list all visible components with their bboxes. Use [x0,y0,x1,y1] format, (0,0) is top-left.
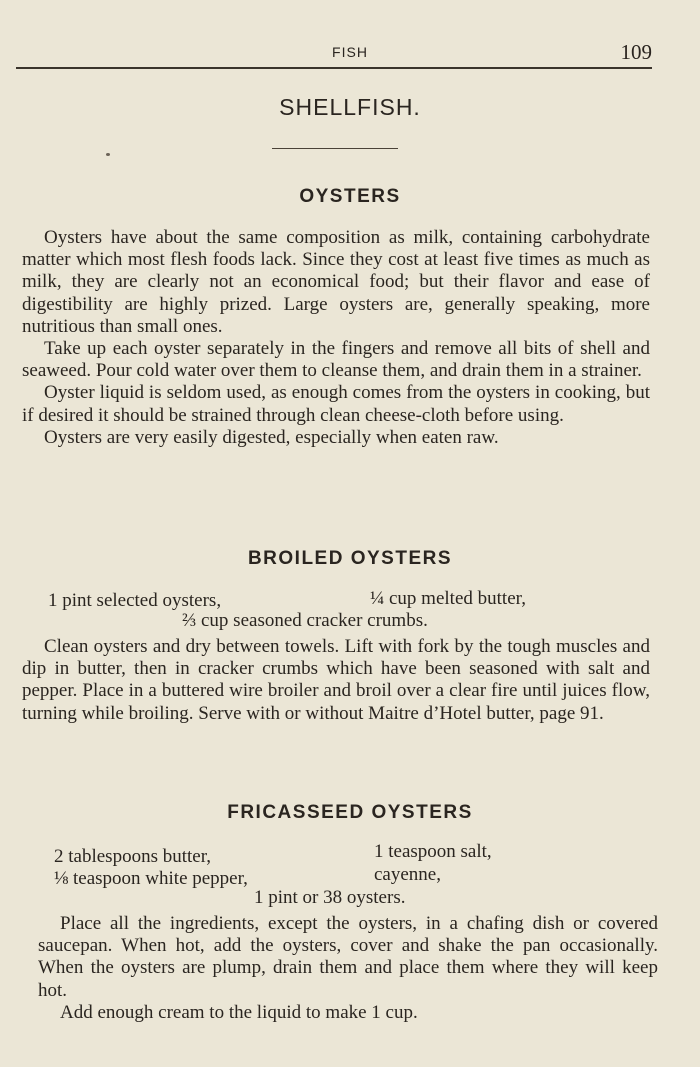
ingredient-item: ⅛ teaspoon white pepper, [54,868,248,889]
section-title: SHELLFISH. [279,94,421,120]
oysters-paragraph: Take up each oyster separately in the fingers and remove all bits of shell and seaweed. Pour cold water over them to cleanse them, and drain them in a strainer. [22,338,650,382]
oysters-heading: OYSTERS [299,186,401,207]
page-number: 109 [620,40,652,64]
broiled-paragraph: Clean oysters and dry between towels. Lift with fork by the tough muscles and dip in butter, then in cracker crumbs which have been seasoned with salt and pepper. Place in a buttered wire broiler and broil over a clear fire until juices flow, turning while broiling. Serve with or without Maitre d’Hotel butter, page 91. [22,636,650,724]
oysters-text [22,227,650,449]
ingredient-item: 1 pint or 38 oysters. [254,887,406,908]
fricasseed-oysters-heading: FRICASSEED OYSTERS [227,802,473,823]
ink-speck [106,153,110,156]
ingredient-item: ⅔ cup seasoned cracker crumbs. [182,610,428,631]
ingredient-item: 1 pint selected oysters, [48,590,222,611]
section-divider [272,148,398,149]
running-head [0,40,700,64]
broiled-oysters-heading: BROILED OYSTERS [247,548,453,569]
fricasseed-oysters-text [38,913,658,1024]
running-head-title: FISH [332,44,368,60]
oysters-paragraph: Oysters have about the same composition as milk, containing carbohydrate matter which most flesh foods lack. Since they cost at least five times as much as milk, they are clearly not an economical food; but their flavor and ease of digestibility are highly prized. Large oysters are, generally speaking, more nutritious than small ones. [22,227,650,337]
ingredient-item: 1 teaspoon salt, [374,841,492,862]
oysters-paragraph: Oyster liquid is seldom used, as enough comes from the oysters in cooking, but if desired it should be strained through clean cheese-cloth before using. [22,382,650,426]
oysters-paragraph: Oysters are very easily digested, especially when eaten raw. [44,426,499,448]
header-rule [16,67,652,69]
broiled-oysters-text [22,636,650,725]
fricasseed-paragraph: Add enough cream to the liquid to make 1 cup. [60,1001,418,1023]
ingredient-item: 2 tablespoons butter, [54,846,212,867]
ingredient-item: cayenne, [374,864,441,885]
fricasseed-paragraph: Place all the ingredients, except the oysters, in a chafing dish or covered saucepan. When hot, add the oysters, cover and shake the pan occasionally. When the oysters are plump, drain them and place them where they will keep hot. [38,913,658,1001]
ingredient-item: ¼ cup melted butter, [370,588,526,609]
